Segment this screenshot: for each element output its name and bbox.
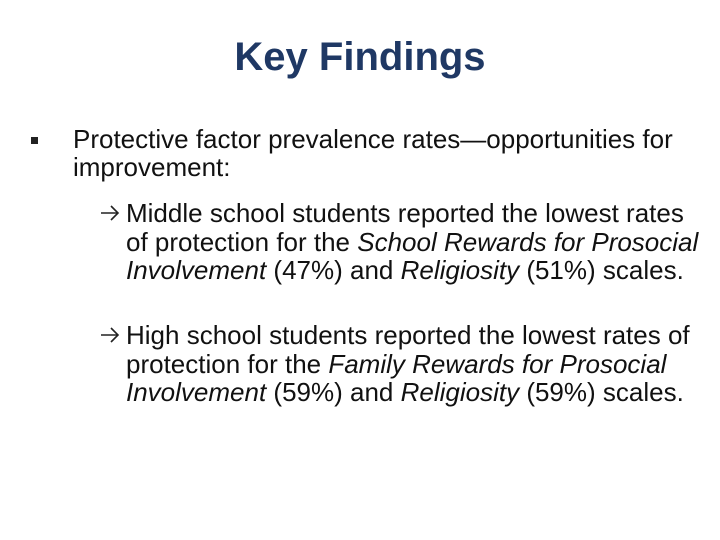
scale-name: Family Rewards for Prosocial Involvement bbox=[126, 348, 667, 407]
arrow-right-icon bbox=[98, 201, 122, 225]
slide-title: Key Findings bbox=[234, 35, 486, 79]
sub-text-plain: (47%) and bbox=[266, 255, 401, 285]
scale-name: Religiosity bbox=[400, 377, 520, 407]
arrow-right-icon bbox=[98, 323, 122, 347]
square-bullet-icon bbox=[31, 137, 38, 144]
sub-text-plain: (59%) scales. bbox=[519, 377, 684, 407]
sub-text-plain: High school students reported the lowest rates of protection for the bbox=[126, 320, 690, 379]
bullet-text: Protective factor prevalence rates—opportunities for improvement: bbox=[73, 124, 673, 182]
sub-bullet-text bbox=[126, 199, 706, 285]
scale-name: Religiosity bbox=[400, 255, 520, 285]
sub-text-plain: (51%) scales. bbox=[519, 255, 684, 285]
scale-name: School Rewards for Prosocial Involvement bbox=[126, 226, 699, 285]
sub-text-plain: (59%) and bbox=[266, 377, 401, 407]
sub-text-plain: Middle school students reported the lowest rates of protection for the bbox=[126, 198, 684, 257]
sub-bullet-text bbox=[126, 321, 706, 407]
